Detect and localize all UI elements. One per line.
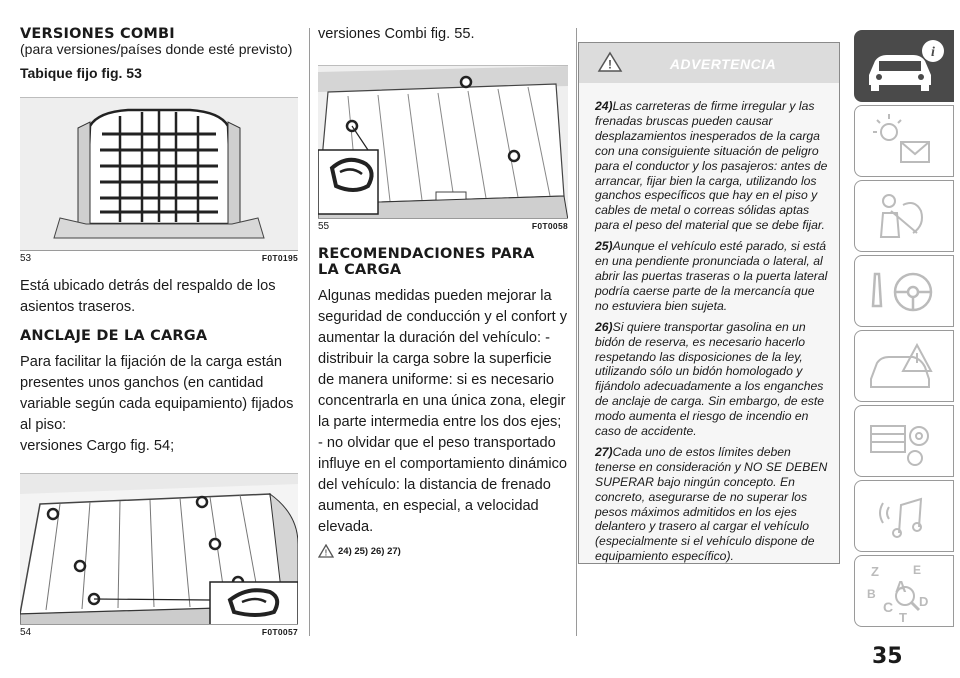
warning-title: ADVERTENCIA — [669, 56, 777, 72]
warning-item-25 — [579, 239, 839, 314]
warning-item-27-text: Cada uno de estos límites deben tenerse en consideración y NO SE DEBEN SUPERAR bajo ningún concepto. En concreto, asegurarse de no superar los pesos máximos admitidos en los ejes delantero y trasero al cargar el vehículo (especialmente si el vehículo dispone de equipamiento específico). — [595, 444, 828, 564]
svg-text:A: A — [895, 579, 907, 596]
figure-55-code: F0T0058 — [531, 221, 568, 231]
section-heading-combi: VERSIONES COMBI — [20, 26, 175, 42]
alphabetical-index-icon — [855, 556, 953, 626]
combi-fig-intro: versiones Combi fig. 55. — [318, 26, 475, 42]
figure-53 — [20, 97, 298, 251]
column-divider-1 — [309, 28, 310, 636]
anchoring-text: Para facilitar la fijación de la carga están presentes unos ganchos (en cantidad variable según cada equipamiento) fijados al piso: — [20, 354, 294, 433]
tab-dashboard-lights[interactable] — [854, 105, 954, 177]
car-info-icon — [855, 31, 953, 101]
anchoring-heading: ANCLAJE DE LA CARGA — [20, 328, 208, 344]
figure-54 — [20, 473, 298, 625]
column-divider-2 — [576, 28, 577, 636]
tab-emergency[interactable] — [854, 330, 954, 402]
tab-index[interactable] — [854, 555, 954, 627]
warning-item-26-num: 26) — [595, 319, 613, 334]
figure-53-code: F0T0195 — [261, 253, 298, 263]
steering-wheel-icon — [855, 256, 953, 326]
svg-text:T: T — [899, 610, 907, 625]
cargo-floor-hooks-illustration — [20, 474, 298, 625]
warning-triangle-icon — [318, 544, 334, 558]
warning-item-26-text: Si quiere transportar gasolina en un bidón de reserva, es necesario hacerlo respetando las disposiciones de la ley, utilizando sólo un bidón homologado y fijándolo adecuadamente a los enganches de anclaje de carga. Sin embargo, de este modo aumenta el riesgo de incendio en caso de accidente. — [595, 319, 825, 439]
warning-item-26 — [579, 320, 839, 439]
emergency-car-icon — [855, 331, 953, 401]
column-left — [20, 26, 298, 638]
fixed-partition-title: Tabique fijo fig. 53 — [20, 65, 142, 81]
svg-text:B: B — [867, 587, 876, 601]
warning-lights-icon — [855, 106, 953, 176]
figure-54-number: 54 — [20, 627, 32, 638]
combi-floor-hooks-illustration — [318, 66, 568, 219]
cargo-partition-illustration — [20, 98, 298, 251]
figure-53-number: 53 — [20, 253, 32, 264]
column-middle — [318, 26, 568, 558]
tab-starting-driving[interactable] — [854, 255, 954, 327]
page-number: 35 — [872, 644, 903, 669]
warning-item-24-num: 24) — [595, 99, 613, 113]
airbag-seatbelt-icon — [855, 181, 953, 251]
warning-item-25-num: 25) — [595, 239, 613, 254]
warning-header — [579, 43, 839, 83]
warning-references-text: 24) 25) 26) 27) — [338, 545, 401, 557]
warning-references — [318, 544, 568, 558]
svg-text:Z: Z — [871, 564, 879, 579]
tab-safety[interactable] — [854, 180, 954, 252]
svg-text:i: i — [931, 45, 935, 60]
warning-item-27 — [579, 445, 839, 564]
tab-maintenance[interactable] — [854, 405, 954, 477]
warning-box — [578, 42, 840, 564]
load-recommendations-text: Algunas medidas pueden mejorar la seguridad de conducción y el confort y aumentar la duración del vehículo: - distribuir la carga sobre la superficie de manera uniforme: si es necesario concentrarla en una única zona, elegir la parte intermedia entre los dos ejes; - no olvidar que el peso transportado influye en el comportamiento dinámico del vehículo: la distancia de frenado aumenta, en especial, a velocidad elevada. — [318, 288, 568, 535]
svg-text:D: D — [919, 594, 929, 609]
fixed-partition-text: Está ubicado detrás del respaldo de los asientos traseros. — [20, 278, 276, 315]
warning-item-24-text: Las carreteras de firme irregular y las frenadas bruscas pueden causar desplazamientos inesperados de la carga con una consiguiente situación de peligro para el conductor y los pasajeros: antes de arrancar, fijar bien la carga, utilizando los ganchos específicos que hay en el piso y cables de metal o correas sólidas aptas para el peso del material que se debe fijar. — [595, 99, 828, 233]
figure-55 — [318, 65, 568, 219]
figure-55-caption — [318, 221, 568, 232]
tab-multimedia[interactable] — [854, 480, 954, 552]
figure-54-code: F0T0057 — [261, 627, 298, 637]
figure-53-caption — [20, 253, 298, 264]
maintenance-gears-icon — [855, 406, 953, 476]
svg-text:C: C — [883, 599, 894, 615]
warning-item-24 — [579, 99, 839, 233]
svg-text:!: ! — [324, 548, 328, 558]
figure-55-number: 55 — [318, 221, 330, 232]
load-recommendations-heading: RECOMENDACIONES PARA LA CARGA — [318, 246, 535, 278]
warning-item-27-num: 27) — [595, 444, 613, 459]
tab-car-info[interactable] — [854, 30, 954, 102]
svg-text:E: E — [913, 563, 922, 577]
figure-54-caption — [20, 627, 298, 638]
multimedia-icon — [855, 481, 953, 551]
warning-item-25-text: Aunque el vehículo esté parado, si está en una pendiente pronunciada o lateral, al abrir las puertas traseras o la puerta lateral podría caerse parte de la mercancía que no estuviera bien sujeta. — [595, 239, 828, 313]
section-subheading: (para versiones/países donde esté previsto) — [20, 41, 293, 57]
svg-text:!: ! — [608, 57, 612, 72]
anchoring-text-cargo: versiones Cargo fig. 54; — [20, 438, 175, 454]
